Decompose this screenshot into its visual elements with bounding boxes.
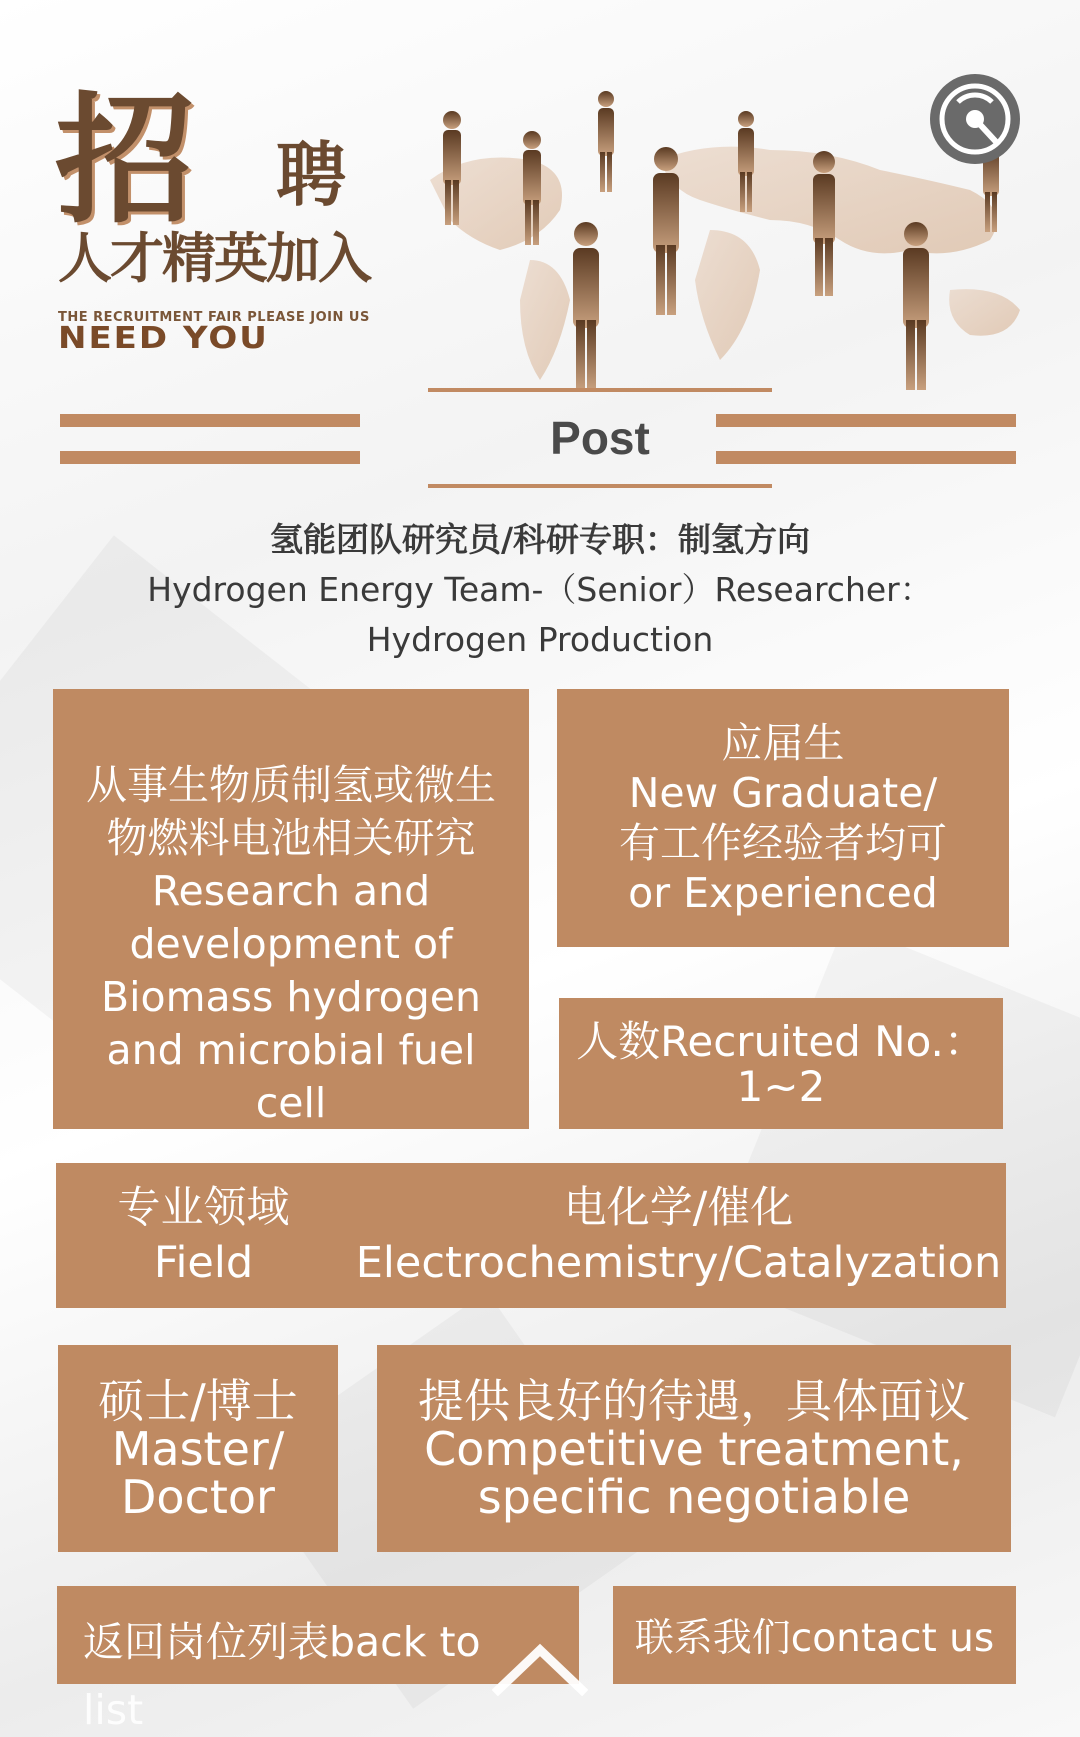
contact-us-button[interactable] — [613, 1586, 1016, 1684]
description-en-line3: Biomass hydrogen — [101, 973, 481, 1021]
salary-card — [377, 1345, 1011, 1552]
degree-cn: 硕士/博士 — [98, 1373, 298, 1428]
experience-card — [557, 689, 1009, 947]
degree-en-line2: Doctor — [121, 1469, 275, 1524]
tagline-small: THE RECRUITMENT FAIR PLEASE JOIN US — [58, 310, 370, 325]
back-to-list-label — [83, 1608, 481, 1737]
field-label-en: Field — [153, 1237, 254, 1288]
field-card — [56, 1163, 1006, 1308]
description-en-line4: and microbial fuel — [106, 1026, 476, 1074]
job-title-en-line1: Hydrogen Energy Team-（Senior）Researcher： — [147, 570, 933, 609]
recruited-label: 人数Recruited No.： — [576, 1016, 986, 1066]
divider — [428, 484, 772, 488]
recruited-value: 1~2 — [736, 1061, 826, 1111]
field-label-cn: 专业领域 — [117, 1182, 290, 1233]
tagline-big: NEED YOU — [58, 320, 269, 357]
contact-us-label: 联系我们contact us — [634, 1616, 995, 1661]
field-value — [351, 1181, 1006, 1291]
description-en-line2: development of — [129, 920, 453, 968]
description-en-line1: Research and — [151, 867, 431, 915]
salary-en-line1: Competitive treatment, — [424, 1421, 964, 1476]
experience-en-line1: New Graduate/ — [628, 769, 938, 817]
recruited-number-card — [559, 998, 1003, 1129]
salary-en-line2: specific negotiable — [477, 1469, 911, 1524]
post-heading-bar — [60, 388, 1020, 488]
job-title-en-line2: Hydrogen Production — [366, 620, 714, 659]
job-title — [100, 515, 980, 665]
experience-cn-line2: 有工作经验者均可 — [619, 819, 947, 867]
divider — [428, 388, 772, 392]
divider — [60, 414, 360, 427]
post-heading-text: Post — [550, 412, 650, 464]
description-en-line5: cell — [255, 1079, 327, 1127]
job-description-card — [53, 689, 529, 1129]
field-value-en: Electrochemistry/Catalyzation — [355, 1237, 1002, 1288]
header-banner — [0, 20, 1080, 400]
description-cn-line1: 从事生物质制氢或微生 — [86, 761, 496, 809]
music-disc-icon[interactable] — [928, 72, 1022, 166]
divider — [60, 451, 360, 464]
degree-card — [58, 1345, 338, 1552]
back-label-line2: list — [83, 1686, 144, 1734]
title-cn-side: 聘 — [276, 134, 346, 216]
back-label-line1: 返回岗位列表back to — [83, 1618, 481, 1666]
post-heading — [428, 388, 772, 488]
scroll-up-arrow-icon[interactable] — [492, 1640, 588, 1696]
field-value-cn: 电化学/催化 — [563, 1182, 794, 1233]
title-cn-subtitle: 人才精英加入 — [58, 227, 370, 290]
title-cn-main: 招 — [55, 80, 190, 243]
salary-cn: 提供良好的待遇，具体面议 — [418, 1373, 970, 1428]
description-cn-line2: 物燃料电池相关研究 — [106, 814, 476, 862]
experience-cn-line1: 应届生 — [721, 719, 845, 767]
job-title-cn: 氢能团队研究员/科研专职：制氢方向 — [269, 520, 811, 559]
degree-en-line1: Master/ — [111, 1421, 285, 1476]
experience-en-line2: or Experienced — [628, 869, 938, 917]
field-label — [56, 1181, 351, 1291]
